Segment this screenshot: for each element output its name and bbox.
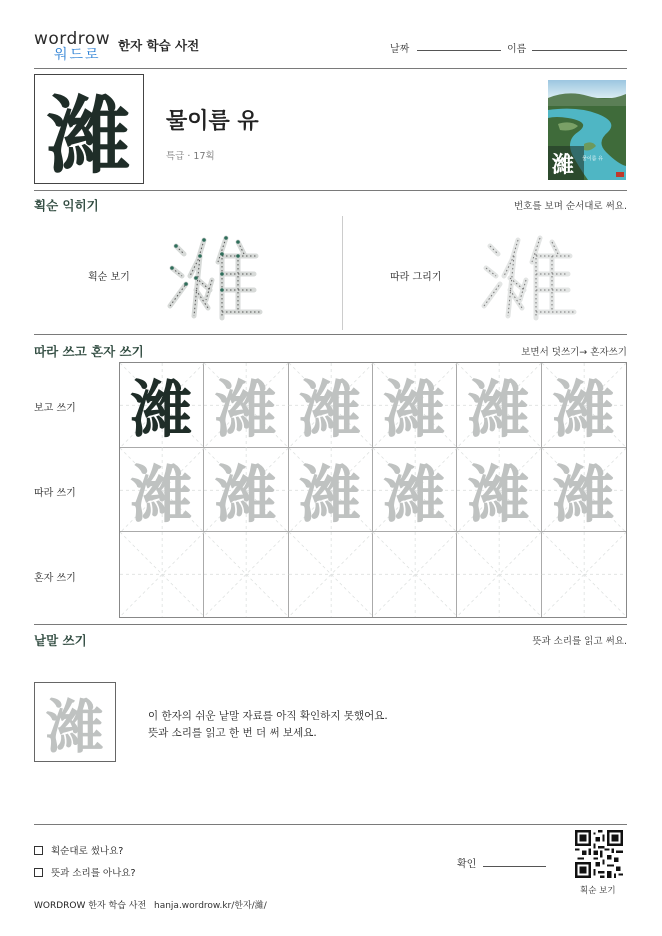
writing-section-title: 따라 쓰고 혼자 쓰기 [34,344,144,359]
hero-character-box [34,74,144,184]
thumbnail-character: 濰 [552,152,575,178]
cell-guide-lines [373,532,457,617]
trace-character: 濰 [467,457,530,531]
writing-cell[interactable] [204,363,288,448]
name-field[interactable] [532,50,627,51]
vocab-section-divider [34,824,627,825]
cell-guide-lines [289,532,373,617]
app-title: 한자 학습 사전 [118,38,200,53]
writing-cell[interactable] [542,532,626,617]
writing-cell[interactable] [457,532,541,617]
stroke-section-divider [34,334,627,335]
row-label-look: 보고 쓰기 [34,403,76,414]
vocab-character: 濰 [45,693,104,761]
writing-cell[interactable] [542,363,626,448]
name-label: 이름 [507,44,527,55]
writing-cell[interactable] [373,448,457,533]
vocab-message-line2: 뜻과 소리를 읽고 한 번 더 써 보세요. [148,727,317,739]
footer-brand: WORDROW 한자 학습 사전 [34,901,147,911]
checklist-item-stroke-order[interactable] [34,843,123,857]
vocab-message-line1: 이 한자의 쉬운 낱말 자료를 아직 확인하지 못했어요. [148,710,388,722]
writing-cell[interactable] [457,363,541,448]
river-thumbnail-image [548,80,626,180]
writing-cell[interactable] [120,532,204,617]
checkbox-stroke-order[interactable] [34,846,43,855]
thumbnail-caption: 물이름 유 [582,156,603,162]
writing-cell[interactable] [204,448,288,533]
meaning-reading: 물이름 유 [166,109,259,134]
cell-guide-lines [120,532,204,617]
writing-cell[interactable] [204,532,288,617]
hero-divider [34,190,627,191]
vocab-character-box [34,682,116,762]
trace-character: 濰 [552,373,615,447]
checklist-item-label: 뜻과 소리를 아나요? [51,868,136,879]
writing-grid [119,362,627,618]
stroke-section-note: 번호를 보며 순서대로 써요. [513,201,627,212]
row-label-solo: 혼자 쓰기 [34,573,76,584]
vocab-section-note: 뜻과 소리를 읽고 써요. [532,636,627,647]
logo-wordmark: wordrow [34,29,111,49]
writing-cell[interactable] [373,532,457,617]
writing-section-divider [34,624,627,625]
date-label: 날짜 [390,44,410,55]
grade-strokes: 특급 · 17획 [166,151,215,162]
vocab-section-title: 낱말 쓰기 [34,633,87,648]
trace-character: 濰 [299,457,362,531]
hero-character: 濰 [46,85,131,185]
trace-character: 濰 [383,457,446,531]
trace-label: 따라 그리기 [390,272,442,283]
qr-caption: 획순 보기 [580,886,616,896]
trace-diagram[interactable] [474,226,584,322]
writing-cell[interactable] [457,448,541,533]
writing-cell[interactable] [289,532,373,617]
trace-character: 濰 [383,373,446,447]
date-field[interactable] [417,50,501,51]
writing-cell[interactable] [120,448,204,533]
trace-character: 濰 [552,457,615,531]
cell-guide-lines [204,532,288,617]
trace-character: 濰 [130,457,193,531]
checklist-item-label: 획순대로 썼나요? [51,846,124,857]
logo-korean: 워드로 [54,47,101,63]
cell-guide-lines [457,532,541,617]
checkbox-meaning[interactable] [34,868,43,877]
writing-cell[interactable] [289,448,373,533]
trace-character: 濰 [214,373,277,447]
cell-guide-lines [542,532,626,617]
stroke-section-title: 획순 익히기 [34,198,99,213]
confirm-signature-line[interactable] [483,866,546,867]
trace-character: 濰 [467,373,530,447]
stroke-order-diagram [160,226,270,322]
confirm-label: 확인 [457,859,477,870]
checklist-item-meaning[interactable] [34,865,136,879]
model-character: 濰 [130,373,193,447]
row-label-trace: 따라 쓰기 [34,488,76,499]
trace-character: 濰 [299,373,362,447]
stroke-view-label: 획순 보기 [88,272,130,283]
qr-code-icon[interactable] [575,830,623,878]
writing-cell[interactable] [120,363,204,448]
stroke-divider [342,216,343,330]
writing-cell[interactable] [289,363,373,448]
footer-url[interactable]: hanja.wordrow.kr/한자/濰/ [154,901,267,911]
writing-cell[interactable] [542,448,626,533]
trace-character: 濰 [214,457,277,531]
writing-section-note: 보면서 덧쓰기→ 혼자쓰기 [521,347,627,358]
wordrow-logo [34,30,114,64]
writing-cell[interactable] [373,363,457,448]
